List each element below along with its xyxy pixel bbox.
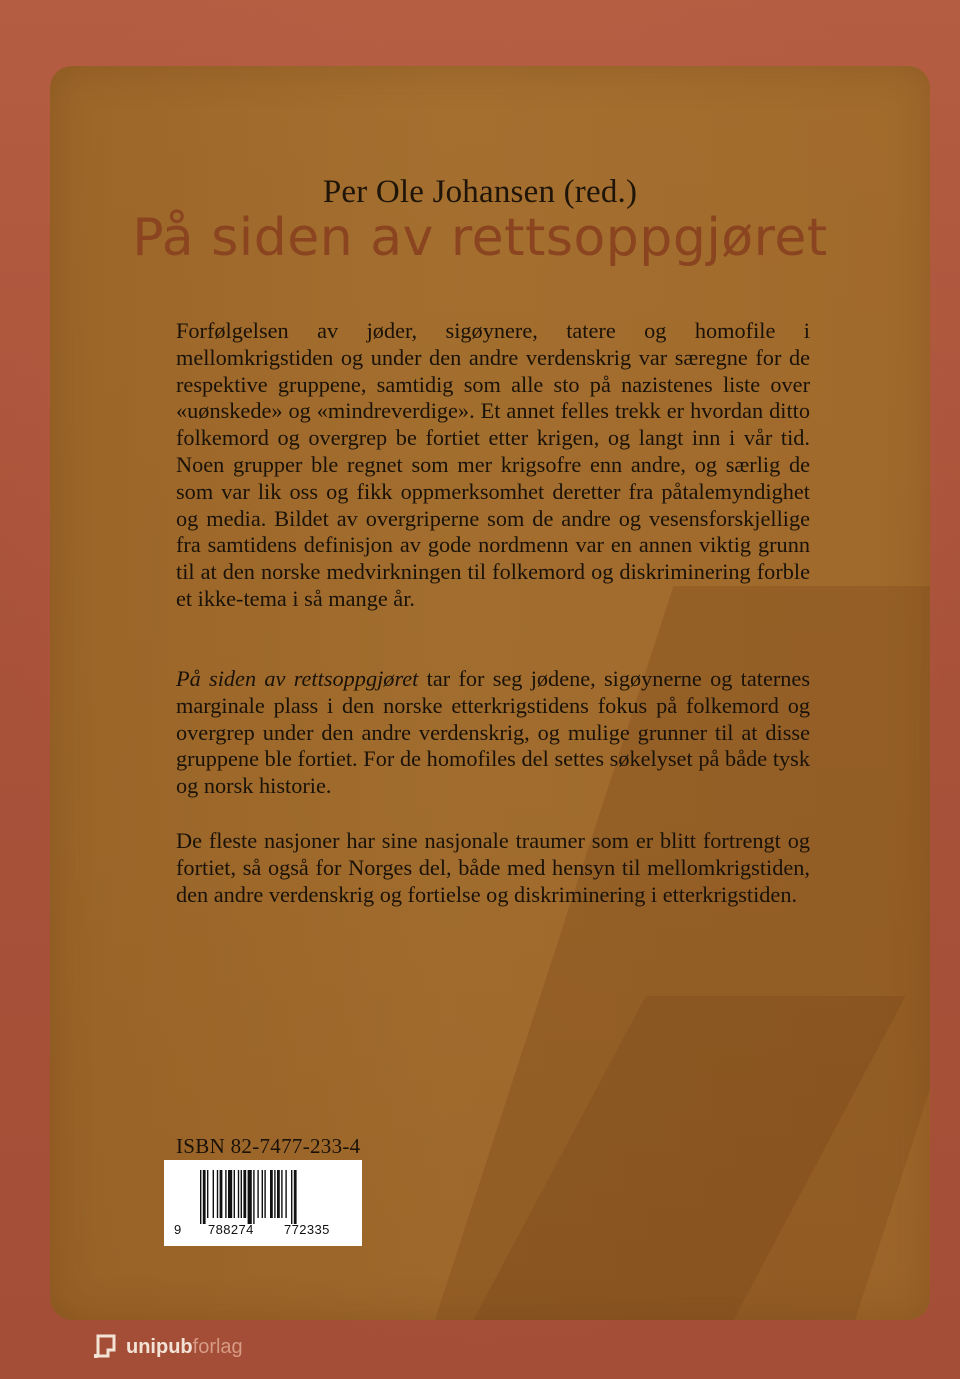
publisher-logo-icon bbox=[92, 1332, 122, 1362]
publisher-name-suffix: forlag bbox=[192, 1335, 243, 1358]
barcode-bar bbox=[285, 1170, 286, 1218]
barcode-group-1: 788274 bbox=[208, 1222, 254, 1237]
barcode-digits bbox=[174, 1222, 330, 1297]
barcode-bar bbox=[200, 1170, 201, 1224]
author-line: Per Ole Johansen (red.) bbox=[322, 174, 638, 210]
barcode-bar bbox=[203, 1170, 206, 1224]
barcode-bar bbox=[207, 1170, 208, 1218]
barcode-lead-digit: 9 bbox=[174, 1222, 182, 1237]
barcode-bar bbox=[241, 1170, 242, 1218]
barcode-bar bbox=[220, 1170, 223, 1218]
barcode-bar bbox=[225, 1170, 226, 1218]
barcode-bar bbox=[291, 1170, 292, 1224]
blurb-paragraph-2-text: tar for seg jødene, sigøynerne og taternes marginale plass i den norske etterkrigstidens fokus på folkemord og overgrep under den andre verdenskrig, og mulige grunner til at disse gruppene ble fortiet. For de homofiles del settes søkelyset på både tysk og norsk historie. bbox=[176, 666, 810, 799]
blurb-paragraph-3: De fleste nasjoner har sine nasjonale traumer som er blitt fortrengt og fortiet, så også for Norges del, både med hensyn til mellomkrigstiden, den andre verdenskrig og fortielse og diskriminering i etterkrigstiden. bbox=[176, 828, 810, 907]
blurb-paragraph-2 bbox=[176, 666, 810, 800]
barcode-bar bbox=[281, 1170, 282, 1218]
barcode-group-2: 772335 bbox=[284, 1222, 330, 1237]
barcode-bar bbox=[217, 1170, 218, 1218]
barcode-bar bbox=[253, 1170, 254, 1224]
publisher-logo bbox=[92, 1330, 243, 1364]
barcode-bar bbox=[228, 1170, 232, 1218]
barcode-bars bbox=[200, 1170, 350, 1224]
barcode-bar bbox=[238, 1170, 239, 1218]
blurb-paragraph-1: Forfølgelsen av jøder, sigøynere, tatere og homofile i mellomkrigstiden og under den andre verdenskrig var særegne for de respektive gruppene, samtidig som alle sto på nazistenes liste over «uønskede» og «mindreverdige». Et annet felles trekk er hvordan ditto folkemord og overgrep be fortiet etter krigen, og langt inn i vår tid. Noen grupper ble regnet som mer krigsofre enn andre, og særlig de som var lik oss og fikk oppmerksomhet deretter fra påtalemyndighet og media. Bildet av overgriperne som de andre og vesensforskjellige fra samtidens definisjon av gode nordmenn var en annen viktig grunn til at den norske medvirkningen til folkemord og diskriminering forble et ikke-tema i så mange år. bbox=[176, 318, 810, 611]
publisher-name: unipub bbox=[126, 1335, 193, 1358]
book-title: På siden av rettsoppgjøret bbox=[132, 208, 828, 268]
barcode-bar bbox=[243, 1170, 246, 1218]
barcode-bar bbox=[270, 1170, 273, 1218]
barcode-bar bbox=[264, 1170, 265, 1218]
barcode-bar bbox=[274, 1170, 275, 1218]
barcode-bar bbox=[248, 1170, 252, 1224]
barcode-bar bbox=[213, 1170, 214, 1218]
barcode bbox=[164, 1160, 362, 1246]
barcode-bar bbox=[277, 1170, 280, 1218]
barcode-bar bbox=[257, 1170, 258, 1218]
barcode-bar bbox=[294, 1170, 297, 1224]
italic-book-title: På siden av rettsoppgjøret bbox=[176, 666, 419, 691]
barcode-bar bbox=[262, 1170, 263, 1218]
barcode-bar bbox=[234, 1170, 235, 1218]
isbn-label: ISBN 82-7477-233-4 bbox=[176, 1134, 361, 1158]
